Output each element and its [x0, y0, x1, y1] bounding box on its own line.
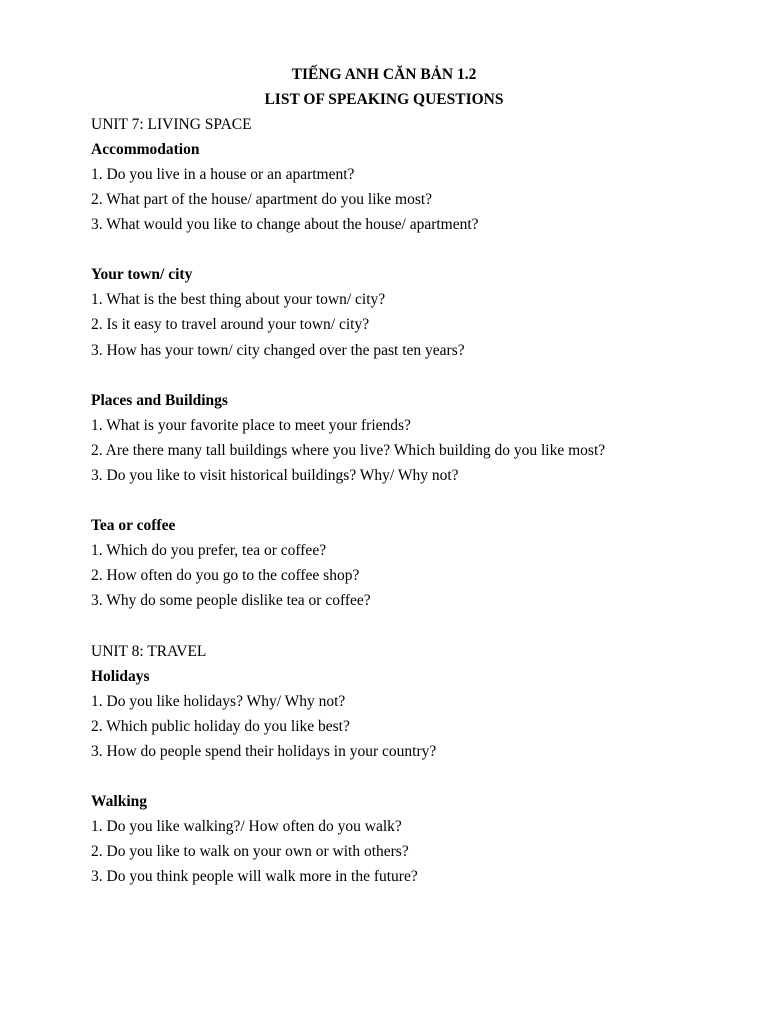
section-heading: Holidays — [91, 668, 150, 685]
section-heading: Walking — [91, 793, 147, 810]
question-item: 3. What would you like to change about the house/ apartment? — [91, 216, 479, 233]
question-item: 3. Why do some people dislike tea or coffee? — [91, 592, 371, 609]
section-heading: Places and Buildings — [91, 392, 228, 409]
question-item: 1. What is the best thing about your town/ city? — [91, 291, 386, 308]
section-heading: Accommodation — [91, 141, 200, 158]
unit-heading: UNIT 8: TRAVEL — [91, 643, 207, 660]
unit-heading: UNIT 7: LIVING SPACE — [91, 116, 252, 133]
document-title: TIẾNG ANH CĂN BẢN 1.2 — [291, 66, 477, 83]
question-item: 2. Do you like to walk on your own or with others? — [91, 843, 409, 860]
question-item: 1. Do you live in a house or an apartment? — [91, 166, 355, 183]
question-item: 1. Do you like walking?/ How often do you walk? — [91, 818, 402, 835]
question-item: 2. Which public holiday do you like best? — [91, 718, 350, 735]
question-item: 2. How often do you go to the coffee shop? — [91, 567, 360, 584]
question-item: 2. Is it easy to travel around your town/ city? — [91, 316, 370, 333]
question-item: 3. How do people spend their holidays in your country? — [91, 743, 437, 760]
question-item: 3. How has your town/ city changed over the past ten years? — [91, 342, 465, 359]
question-item: 3. Do you think people will walk more in the future? — [91, 868, 418, 885]
section-heading: Your town/ city — [91, 266, 193, 283]
question-item: 1. Do you like holidays? Why/ Why not? — [91, 693, 346, 710]
document-subtitle: LIST OF SPEAKING QUESTIONS — [264, 91, 504, 108]
question-item: 3. Do you like to visit historical buildings? Why/ Why not? — [91, 467, 459, 484]
question-item: 1. What is your favorite place to meet your friends? — [91, 417, 411, 434]
section-heading: Tea or coffee — [91, 517, 176, 534]
question-item: 1. Which do you prefer, tea or coffee? — [91, 542, 327, 559]
question-item: 2. Are there many tall buildings where you live? Which building do you like most? — [91, 442, 606, 459]
question-item: 2. What part of the house/ apartment do you like most? — [91, 191, 433, 208]
